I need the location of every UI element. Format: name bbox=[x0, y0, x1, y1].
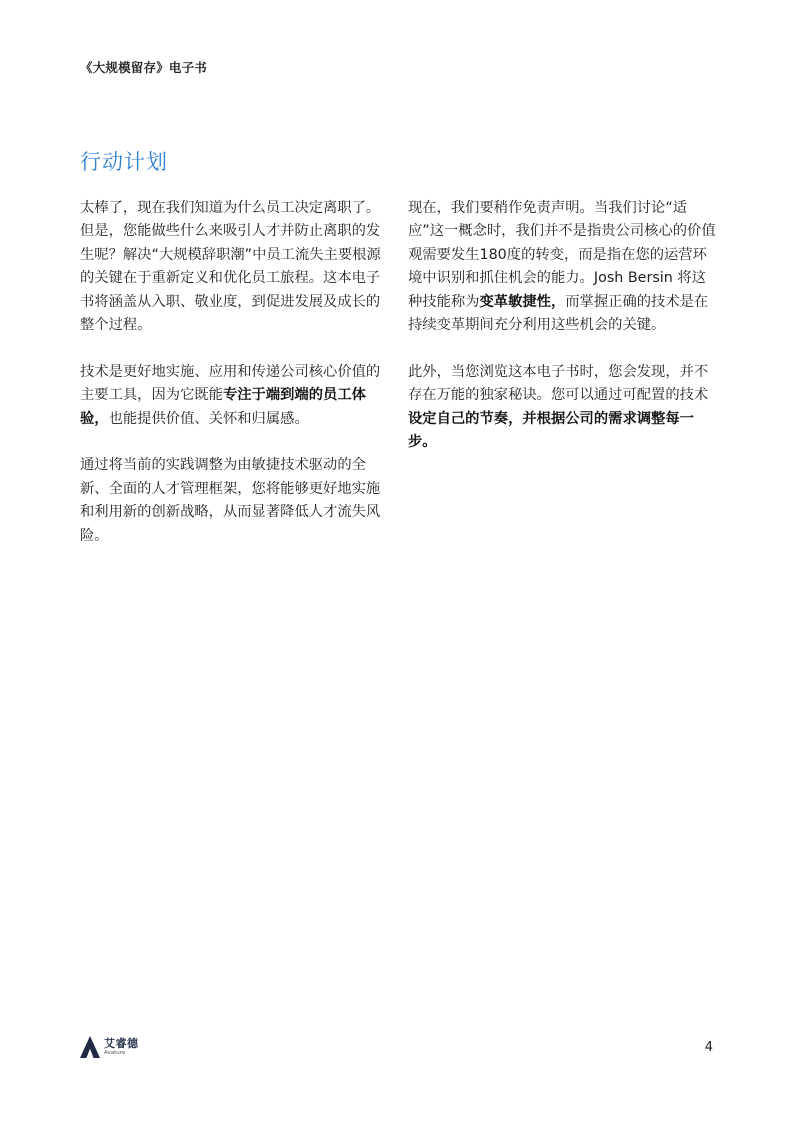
emphasis-text: 变革敏捷性， bbox=[479, 293, 566, 310]
logo-name-cn: 艾睿德 bbox=[104, 1036, 139, 1050]
logo-name-en: Avature bbox=[104, 1049, 126, 1056]
paragraph-text: 通过将当前的实践调整为由敏捷技术驱动的全新、全面的人才管理框架，您将能够更好地实施和利用新的创新战略，从而显著降低人才流失风险。 bbox=[80, 457, 381, 544]
paragraph-text: 现在，我们要稍作免责声明。当我们讨论“适应”这一概念时，我们并不是指贵公司核心的价值观需要发生180度的转变，而是指在您的运营环境中识别和抓住机会的能力。Josh Bersin 将这种技能称为 bbox=[408, 200, 716, 310]
paragraph-text: 太棒了，现在我们知道为什么员工决定离职了。但是，您能做些什么来吸引人才并防止离职的发生呢？解决“大规模辞职潮”中员工流失主要根源的关键在于重新定义和优化员工旅程。这本电子书将涵盖从入职、敬业度，到促进发展及成长的整个过程。 bbox=[80, 200, 381, 334]
paragraph-1 bbox=[80, 197, 388, 337]
left-column bbox=[80, 197, 388, 571]
emphasis-text: 专注于端到端的员工体验， bbox=[80, 387, 366, 427]
paragraph-5 bbox=[408, 361, 716, 455]
logo-text bbox=[104, 1038, 139, 1057]
section-heading: 行动计划 bbox=[80, 150, 168, 174]
paragraph-2 bbox=[80, 361, 388, 431]
emphasis-text: 设定自己的节奏，并根据公司的需求调整每一步。 bbox=[408, 410, 694, 451]
paragraph-text: 技术是更好地实施、应用和传递公司核心价值的主要工具，因为它既能 bbox=[80, 363, 381, 404]
right-column bbox=[408, 197, 716, 478]
paragraph-text: 而掌握正确的技术是在持续变革期间充分利用这些机会的关键。 bbox=[408, 293, 709, 334]
paragraph-text: 也能提供价值、关怀和归属感。 bbox=[108, 410, 309, 427]
avature-logo-icon bbox=[80, 1036, 100, 1058]
page-number: 4 bbox=[704, 1040, 713, 1055]
paragraph-text: 此外，当您浏览这本电子书时，您会发现，并不存在万能的独家秘诀。您可以通过可配置的技术 bbox=[408, 363, 709, 404]
document-title: 《大规模留存》电子书 bbox=[80, 60, 208, 75]
paragraph-4 bbox=[408, 197, 716, 337]
paragraph-3 bbox=[80, 454, 388, 548]
footer-logo bbox=[80, 1036, 139, 1058]
